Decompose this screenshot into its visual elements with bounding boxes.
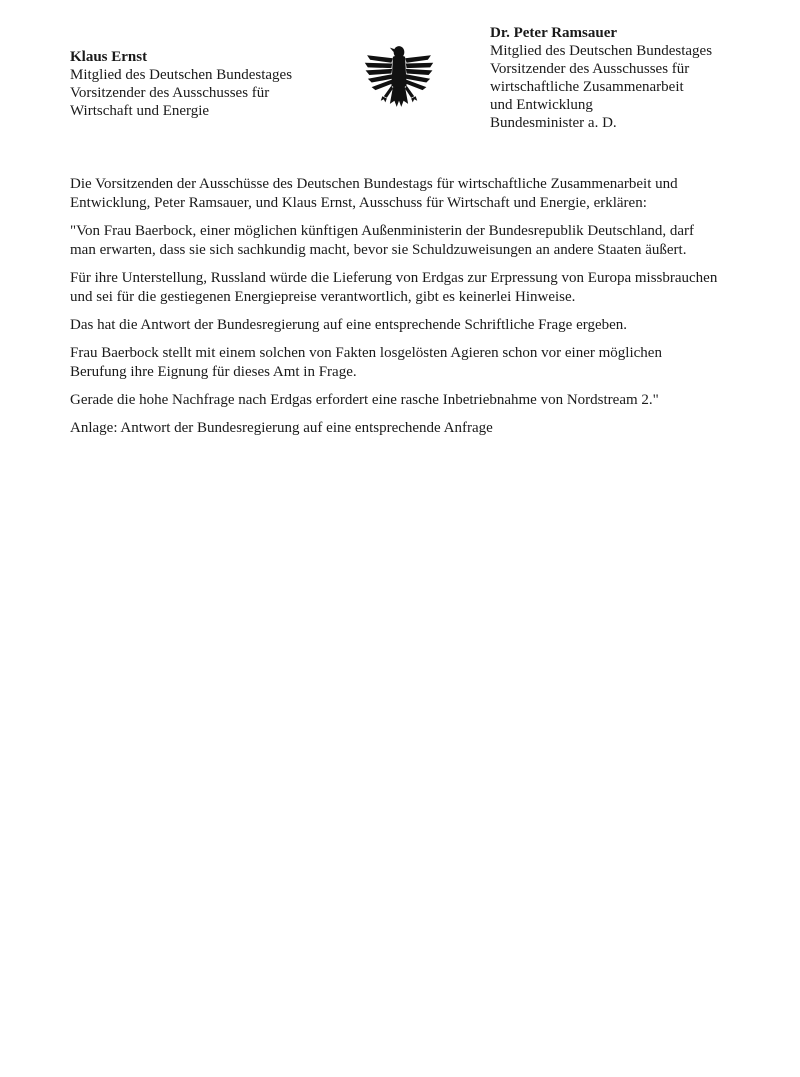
- body-paragraph: Für ihre Unterstellung, Russland würde die Lieferung von Erdgas zur Erpressung von Europa missbrauchen und sei für die gestiegenen Energiepreise verantwortlich, gibt es keinerlei Hinweise.: [70, 270, 718, 305]
- left-header-block: [70, 48, 360, 120]
- body-paragraph: Frau Baerbock stellt mit einem solchen von Fakten losgelösten Agieren schon vor einer möglichen Berufung ihre Eignung für dieses Amt in Frage.: [70, 345, 662, 380]
- right-header-line: wirtschaftliche Zusammenarbeit: [490, 79, 684, 95]
- statement-body: [70, 175, 720, 447]
- federal-eagle-icon: [360, 40, 438, 116]
- left-header-line: Vorsitzender des Ausschusses für: [70, 85, 270, 101]
- body-paragraph: Gerade die hohe Nachfrage nach Erdgas erfordert eine rasche Inbetriebnahme von Nordstream 2.": [70, 392, 659, 408]
- intro-paragraph: Die Vorsitzenden der Ausschüsse des Deutschen Bundestags für wirtschaftliche Zusammenarbeit und Entwicklung, Peter Ramsauer, und Klaus Ernst, Ausschuss für Wirtschaft und Energie, erklären:: [70, 176, 678, 211]
- right-header-name: Dr. Peter Ramsauer: [490, 25, 618, 41]
- right-header-line: Bundesminister a. D.: [490, 115, 617, 131]
- body-paragraph: "Von Frau Baerbock, einer möglichen künftigen Außenministerin der Bundesrepublik Deutschland, darf man erwarten, dass sie sich sachkundig macht, bevor sie Schuldzuweisungen an andere Staaten äußert.: [70, 223, 695, 258]
- right-header-line: und Entwicklung: [490, 97, 593, 113]
- right-header-line: Vorsitzender des Ausschusses für: [490, 61, 690, 77]
- left-header-line: Wirtschaft und Energie: [70, 103, 210, 119]
- attachment-note: Anlage: Antwort der Bundesregierung auf eine entsprechende Anfrage: [70, 420, 493, 436]
- left-header-name: Klaus Ernst: [70, 49, 148, 65]
- right-header-line: Mitglied des Deutschen Bundestages: [490, 43, 713, 59]
- body-paragraph: Das hat die Antwort der Bundesregierung auf eine entsprechende Schriftliche Frage ergeben.: [70, 317, 628, 333]
- left-header-line: Mitglied des Deutschen Bundestages: [70, 67, 293, 83]
- right-header-block: [490, 24, 790, 132]
